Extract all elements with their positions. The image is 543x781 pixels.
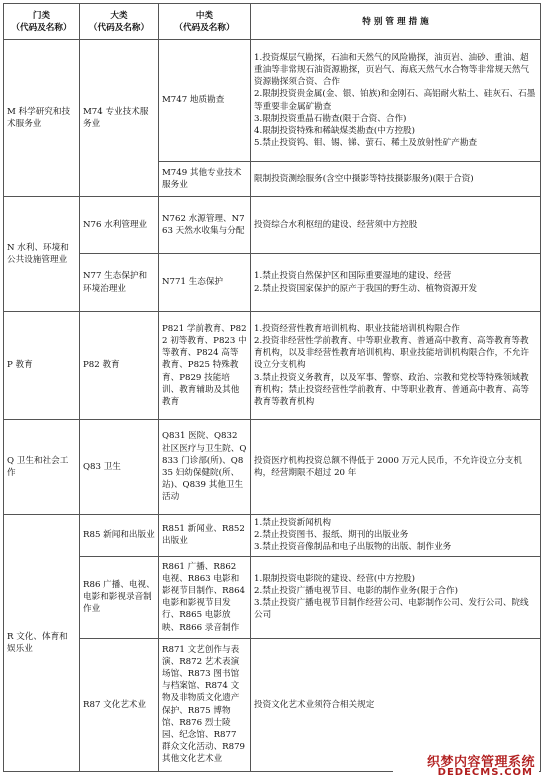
major-cell: R87 文化艺术业	[80, 638, 159, 771]
mid-cell: M749 其他专业技术服务业	[159, 162, 251, 197]
major-cell: N77 生态保护和环境治理业	[80, 254, 159, 312]
mid-cell: R861 广播、R862 电视、R863 电影和影视节目制作、R864 电影和影视节目发行、R865 电影放映、R866 录音制作	[159, 556, 251, 638]
measure-item: 2.禁止投资广播电视节目、电影的制作业务(限于合作)	[254, 585, 458, 596]
mid-cell: P821 学前教育、P822 初等教育、P823 中等教育、P824 高等教育、P825 特殊教育、P829 技能培训、教育辅助及其他教育	[159, 312, 251, 420]
measures-cell: 限制投资测绘服务(含空中摄影等特技摄影服务)(限于合资)	[251, 162, 541, 197]
measure-item: 1.禁止投资自然保护区和国际重要湿地的建设、经营	[254, 271, 452, 282]
measure-item: 4.限制投资特殊和稀缺煤类勘查(中方控股)	[254, 125, 415, 136]
watermark-domain: DEDECMS.COM	[437, 767, 533, 778]
mid-cell: Q831 医院、Q832 社区医疗与卫生院、Q833 门诊部(所)、Q835 妇幼保健院(所、站)、Q839 其他卫生活动	[159, 420, 251, 515]
measure-item: 3.禁止投资广播电视节目制作经营公司、电影制作公司、发行公司、院线公司	[254, 598, 529, 621]
header-row	[4, 4, 541, 40]
category-cell: P 教育	[4, 312, 80, 420]
table-row	[4, 197, 541, 254]
major-cell: N76 水利管理业	[80, 197, 159, 254]
category-cell: N 水利、环境和公共设施管理业	[4, 197, 80, 312]
major-cell: Q83 卫生	[80, 420, 159, 515]
header-major: 大类 （代码及名称）	[80, 4, 159, 40]
measure-item: 1.投资煤层气勘探，石油和天然气的风险勘探，油页岩、油砂、重油、超重油等非常规石油资源勘探，页岩气、海底天然气水合物等非常规天然气资源勘探须合资、合作	[254, 52, 530, 88]
mid-cell: N771 生态保护	[159, 254, 251, 312]
mid-cell: R851 新闻业、R852 出版业	[159, 515, 251, 557]
measure-item: 5.禁止投资钨、钼、锡、锑、萤石、稀土及放射性矿产勘查	[254, 138, 478, 149]
measures-cell	[251, 40, 541, 162]
measures-cell	[251, 254, 541, 312]
measures-cell: 投资文化艺术业须符合相关规定	[251, 638, 541, 771]
measure-item: 2.限制投资贵金属(金、银、铂族)和金刚石、高铝耐火粘土、硅灰石、石墨等重要非金属矿勘查	[254, 89, 536, 112]
major-cell: M74 专业技术服务业	[80, 40, 159, 197]
watermark	[393, 751, 539, 781]
measures-cell	[251, 312, 541, 420]
measure-item: 2.投资非经营性学前教育、中等职业教育、普通高中教育、高等教育等教育机构，以及非经营性教育培训机构、职业技能培训机构限合作，不允许设立分支机构	[254, 335, 530, 371]
measure-item: 3.禁止投资义务教育，以及军事、警察、政治、宗教和党校等特殊领域教育机构；禁止投资经营性学前教育、中等职业教育、普通高中教育、高等教育等教育机构	[254, 372, 530, 407]
category-cell: Q 卫生和社会工作	[4, 420, 80, 515]
mid-cell: R871 文艺创作与表演、R872 艺术表演场馆、R873 图书馆与档案馆、R874 文物及非物质文化遗产保护、R875 博物馆、R876 烈士陵园、纪念馆、R877 群众文化活动、R879 其他文化艺术业	[159, 638, 251, 771]
mid-cell: N762 水源管理、N763 天然水收集与分配	[159, 197, 251, 254]
measure-item: 1.投资经营性教育培训机构、职业技能培训机构限合作	[254, 323, 460, 334]
major-cell: R85 新闻和出版业	[80, 515, 159, 557]
table-row	[4, 40, 541, 162]
header-category: 门类 （代码及名称）	[4, 4, 80, 40]
management-measures-table	[3, 3, 541, 772]
table-row	[4, 312, 541, 420]
mid-cell: M747 地质勘查	[159, 40, 251, 162]
measure-item: 1.限制投资电影院的建设、经营(中方控股)	[254, 573, 415, 584]
header-mid: 中类 （代码及名称）	[159, 4, 251, 40]
table-row	[4, 515, 541, 557]
measure-item: 2.禁止投资国家保护的原产于我国的野生动、植物资源开发	[254, 283, 478, 294]
measures-cell	[251, 515, 541, 557]
table-row	[4, 556, 541, 638]
table-row	[4, 420, 541, 515]
header-measures: 特 别 管 理 措 施	[251, 4, 541, 40]
measures-cell: 投资医疗机构投资总额不得低于 2000 万元人民币，不允许设立分支机构，经营期限不超过 20 年	[251, 420, 541, 515]
measures-cell	[251, 556, 541, 638]
measure-item: 1.禁止投资新闻机构	[254, 518, 331, 528]
measures-cell: 投资综合水利枢纽的建设、经营须中方控股	[251, 197, 541, 254]
major-cell: R86 广播、电视、电影和影视录音制作业	[80, 556, 159, 638]
table-row	[4, 254, 541, 312]
measure-item: 3.限制投资重晶石勘查(限于合资、合作)	[254, 113, 407, 124]
measure-item: 2.禁止投资图书、报纸、期刊的出版业务	[254, 530, 409, 541]
category-cell: R 文化、体育和娱乐业	[4, 515, 80, 772]
measure-item: 3.禁止投资音像制品和电子出版物的出版、制作业务	[254, 542, 452, 553]
watermark-title: 织梦内容管理系统	[426, 755, 535, 770]
category-cell: M 科学研究和技术服务业	[4, 40, 80, 197]
major-cell: P82 教育	[80, 312, 159, 420]
